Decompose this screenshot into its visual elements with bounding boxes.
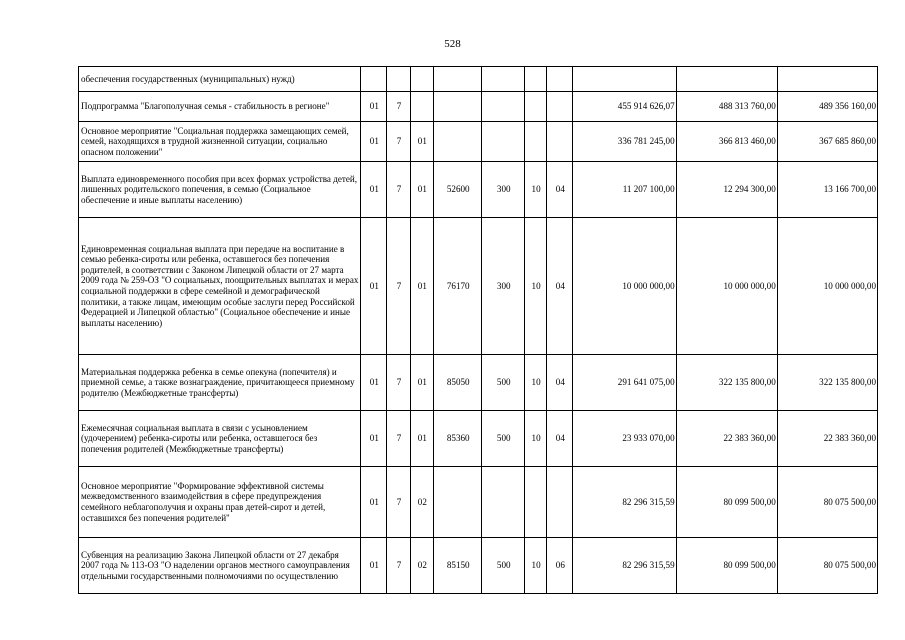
code-cell [361,67,387,92]
code-cell: 10 [524,538,546,594]
table-row [79,162,878,218]
code-cell [524,92,546,122]
amount-cell: 13 166 700,00 [777,162,877,218]
code-cell: 52600 [433,162,482,218]
code-cell: 01 [361,218,387,355]
code-cell [482,67,524,92]
row-description: обеспечения государственных (муниципальных) нужд) [79,67,361,92]
table-row [79,355,878,411]
table-row [79,538,878,594]
amount-cell: 291 641 075,00 [573,355,676,411]
code-cell [482,92,524,122]
code-cell [433,67,482,92]
code-cell [524,67,546,92]
code-cell [433,122,482,162]
amount-cell: 336 781 245,00 [573,122,676,162]
code-cell: 01 [361,538,387,594]
code-cell: 500 [482,355,524,411]
code-cell: 7 [387,355,410,411]
code-cell: 01 [361,122,387,162]
amount-cell [676,67,777,92]
code-cell: 7 [387,162,410,218]
amount-cell [777,67,877,92]
code-cell: 300 [482,218,524,355]
amount-cell: 12 294 300,00 [676,162,777,218]
code-cell [482,122,524,162]
code-cell: 02 [410,538,433,594]
code-cell [433,92,482,122]
amount-cell: 488 313 760,00 [676,92,777,122]
amount-cell: 80 075 500,00 [777,467,877,538]
code-cell: 85360 [433,411,482,467]
code-cell: 02 [410,467,433,538]
code-cell: 500 [482,411,524,467]
code-cell: 01 [410,411,433,467]
amount-cell: 455 914 626,07 [573,92,676,122]
code-cell [547,122,573,162]
table-row [79,122,878,162]
amount-cell: 366 813 460,00 [676,122,777,162]
amount-cell: 80 099 500,00 [676,467,777,538]
code-cell: 04 [547,411,573,467]
code-cell: 04 [547,355,573,411]
amount-cell: 82 296 315,59 [573,538,676,594]
amount-cell: 80 075 500,00 [777,538,877,594]
code-cell: 76170 [433,218,482,355]
amount-cell: 489 356 160,00 [777,92,877,122]
table-row [79,467,878,538]
code-cell: 01 [361,162,387,218]
code-cell: 7 [387,122,410,162]
code-cell [547,92,573,122]
amount-cell: 10 000 000,00 [777,218,877,355]
amount-cell: 22 383 360,00 [676,411,777,467]
code-cell [524,467,546,538]
code-cell: 01 [410,355,433,411]
amount-cell: 10 000 000,00 [676,218,777,355]
code-cell: 300 [482,162,524,218]
row-description: Субвенция на реализацию Закона Липецкой области от 27 декабря 2007 года № 113-ОЗ "О наделении органов местного самоуправления отдельными государственными полномочиями по осуществлению [79,538,361,594]
code-cell: 01 [410,162,433,218]
table-body [79,67,878,594]
code-cell: 7 [387,467,410,538]
row-description: Единовременная социальная выплата при передаче на воспитание в семью ребенка-сироты или ребенка, оставшегося без попечения родителей, в соответствии с Законом Липецкой области от 27 марта 2009 года № 259-ОЗ "О социальных, поощрительных выплатах и мерах социальной поддержки в сфере семейной и демографической политики, а также лицам, имеющим особые заслуги перед Российской Федерацией и Липецкой областью" (Социальное обеспечение и иные выплаты населению) [79,218,361,355]
row-description: Подпрограмма "Благополучная семья - стабильность в регионе" [79,92,361,122]
code-cell [547,67,573,92]
table-row [79,92,878,122]
code-cell: 500 [482,538,524,594]
amount-cell [573,67,676,92]
row-description: Основное мероприятие "Формирование эффективной системы межведомственного взаимодействия в сфере предупреждения семейного неблагополучия и охраны прав детей-сирот и детей, оставшихся без попечения родителей" [79,467,361,538]
code-cell: 06 [547,538,573,594]
budget-table [78,66,878,594]
code-cell [482,467,524,538]
code-cell: 04 [547,162,573,218]
code-cell: 7 [387,538,410,594]
amount-cell: 82 296 315,59 [573,467,676,538]
code-cell: 04 [547,218,573,355]
code-cell: 01 [361,467,387,538]
row-description: Ежемесячная социальная выплата в связи с усыновлением (удочерением) ребенка-сироты или ребенка, оставшегося без попечения родителей (Межбюджетные трансферты) [79,411,361,467]
amount-cell: 11 207 100,00 [573,162,676,218]
code-cell [524,122,546,162]
code-cell: 10 [524,218,546,355]
code-cell: 10 [524,355,546,411]
amount-cell: 10 000 000,00 [573,218,676,355]
code-cell: 01 [361,355,387,411]
amount-cell: 23 933 070,00 [573,411,676,467]
code-cell: 7 [387,92,410,122]
row-description: Основное мероприятие "Социальная поддержка замещающих семей, семей, находящихся в трудной жизненной ситуации, социально опасном положении" [79,122,361,162]
amount-cell: 367 685 860,00 [777,122,877,162]
code-cell: 01 [410,218,433,355]
code-cell [387,67,410,92]
code-cell: 10 [524,411,546,467]
amount-cell: 22 383 360,00 [777,411,877,467]
table-row [79,218,878,355]
amount-cell: 80 099 500,00 [676,538,777,594]
code-cell [410,67,433,92]
code-cell [410,92,433,122]
code-cell: 85150 [433,538,482,594]
amount-cell: 322 135 800,00 [777,355,877,411]
code-cell [547,467,573,538]
code-cell: 85050 [433,355,482,411]
code-cell: 01 [410,122,433,162]
code-cell: 7 [387,411,410,467]
code-cell: 01 [361,411,387,467]
row-description: Выплата единовременного пособия при всех формах устройства детей, лишенных родительского попечения, в семью (Социальное обеспечение и иные выплаты населению) [79,162,361,218]
code-cell: 10 [524,162,546,218]
code-cell [433,467,482,538]
amount-cell: 322 135 800,00 [676,355,777,411]
row-description: Материальная поддержка ребенка в семье опекуна (попечителя) и приемной семье, а также вознаграждение, причитающееся приемному родителю (Межбюджетные трансферты) [79,355,361,411]
code-cell: 7 [387,218,410,355]
code-cell: 01 [361,92,387,122]
page-number: 528 [444,38,461,50]
table-row [79,67,878,92]
table-row [79,411,878,467]
